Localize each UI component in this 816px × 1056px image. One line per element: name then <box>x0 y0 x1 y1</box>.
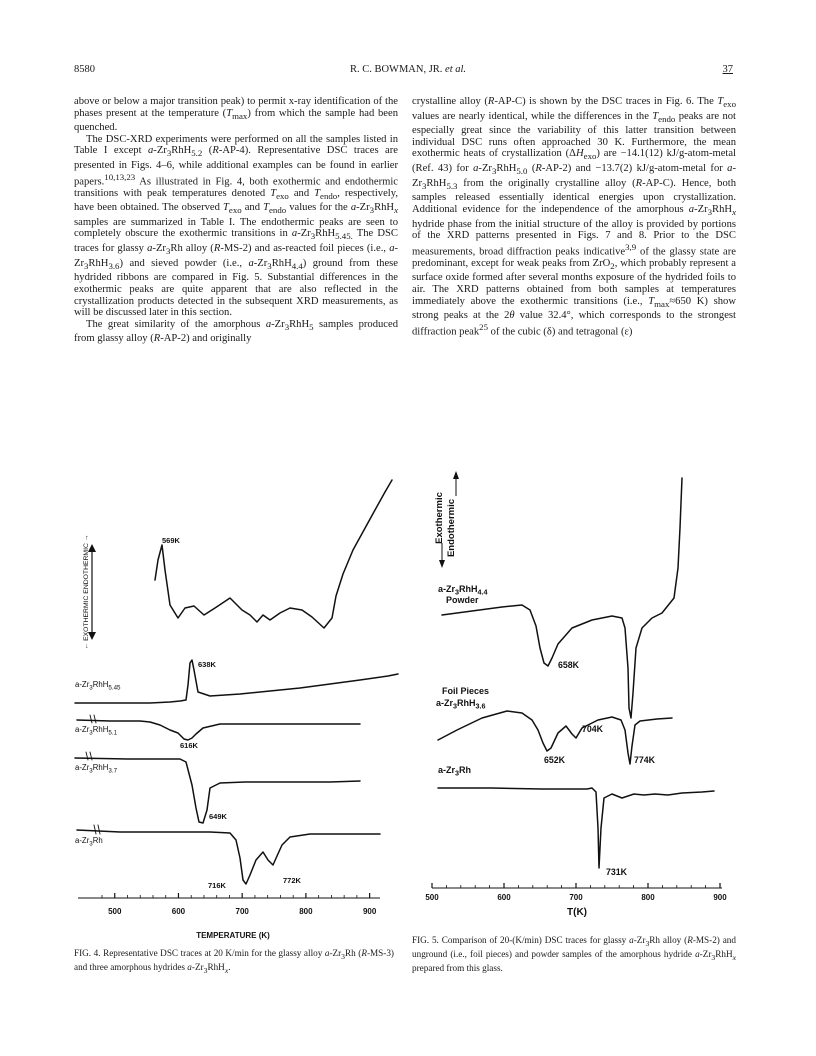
volume-number: 37 <box>722 64 733 75</box>
running-authors: R. C. BOWMAN, JR. et al. <box>349 64 467 75</box>
fig5-label-h4-4: $a-Zr_3RhH_{4.4}$ <box>438 584 488 597</box>
figure-4-caption: FIG. 4. Representative DSC traces at 20 K/min for the glassy alloy $a-Zr_3Rh$ (R-MS-3) and three amorphous hydrides $a-Zr_3RhH_x$. <box>74 948 394 975</box>
x-tick-label: 800 <box>299 907 313 916</box>
fig5-label-zr3rh: $a-Zr_3Rh$ <box>438 765 472 778</box>
right-text-column <box>412 96 736 338</box>
paragraph: The great similarity of the amorphous $a-Zr_3RhH_5$ samples produced from glassy alloy (R-AP-2) and originally <box>74 318 399 345</box>
fig5-label-foil: Foil Pieces <box>442 686 490 696</box>
peak-616k: 616K <box>180 741 198 750</box>
figure-5-caption: FIG. 5. Comparison of 20-(K/min) DSC traces for glassy $a-Zr_3Rh$ alloy (R-MS-2) and unground (i.e., foil pieces) and powder samples of the amorphous hydride $a-Zr_3RhH_x$ prepared from this glass. <box>412 935 736 973</box>
fig4-label-zr3rh: $a-Zr_3Rh$ <box>75 836 103 848</box>
peak-774k: 774K <box>634 755 656 765</box>
fig5-label-h3-6: $a-Zr_3RhH_{3.6}$ <box>436 698 486 711</box>
fig4-label-h5-45: $a-Zr_3RhH_{5.45}$ <box>75 680 121 692</box>
trace-extra <box>77 830 380 884</box>
fig4-label-h3-7: $a-Zr_3RhH_{3.7}$ <box>75 763 118 775</box>
exo-up-arrow-icon <box>453 471 459 479</box>
x-tick-label: 700 <box>235 907 249 916</box>
paragraph: above or below a major transition peak) to permit x-ray identification of the phases present at the temperature $(T_{max})$ from which the sample had been quenched. <box>74 96 398 134</box>
x-tick-label: 600 <box>171 907 186 916</box>
fig5-ylabel-exo: Exothermic <box>434 492 445 544</box>
fig4-xlabel: TEMPERATURE (K) <box>196 931 270 940</box>
figure-4-dsc-traces <box>70 470 400 940</box>
peak-658k: 658K <box>558 660 580 670</box>
peak-731k: 731K <box>606 867 628 877</box>
trace-h3-7 <box>77 720 360 740</box>
x-tick-label: 900 <box>362 907 377 916</box>
peak-704k: 704K <box>582 724 604 734</box>
trace-glassy <box>438 788 714 868</box>
trace-h5-1 <box>75 660 398 703</box>
fig4-ylabel: ← EXOTHERMIC ENDOTHERMIC → <box>83 534 90 650</box>
left-text-column <box>74 96 398 345</box>
page-number: 8580 <box>74 64 95 75</box>
x-tick-label: 500 <box>108 907 122 916</box>
x-tick-label: 600 <box>497 893 511 902</box>
peak-772k: 772K <box>283 876 301 885</box>
peak-569k: 569K <box>162 536 180 545</box>
fig4-label-h5-1: $a-Zr_3RhH_{5.1}$ <box>75 725 118 737</box>
fig5-ylabel-endo: Endothermic <box>446 498 457 558</box>
peak-649k: 649K <box>209 812 227 821</box>
peak-652k: 652K <box>544 755 566 765</box>
paragraph: crystalline alloy (R-AP-C) is shown by the DSC traces in Fig. 6. The $T_{exo}$ values are nearly identical, while the differences in the $T_{endo}$ peaks are not especially great since the variability of this latter transition between individual DSC runs often approached 30 K. Furthermore, the mean exothermic heats of crystallization $(\Delta H_{exo})$ are −14.1(12) kJ/g-atom-metal (Ref. 43) for $a-Zr_3RhH_{5.0}$ (R-AP-2) and −13.7(2) kJ/g-atom-metal for $a-Zr_3RhH_{5.3}$ from the originally crystalline alloy (R-AP-C). Hence, both samples released essentially identical energies upon crystallization. Additional evidence for the independence of the amorphous $a-Zr_3RhH_x$ hydride phase from the initial structure of the alloy is provided by portions of the XRD patterns presented in Figs. 7 and 8. Prior to the DSC measurements, broad diffraction peaks indicative$^{3,9}$ of the glassy state are predominant, except for weak peaks from ZrO$_2$, which probably represent a surface oxide formed after several months exposure of the hydrided foils to air. The XRD patterns obtained from both samples at temperatures immediately above the exothermic transitions (i.e., $T_{max}\approx 650$ K) show strong peaks at the 2θ value 32.4°, which corresponds to the strongest diffraction peak$^{25}$ of the cubic (δ) and tetragonal (ε) <box>412 96 737 338</box>
x-tick-label: 800 <box>641 893 655 902</box>
x-tick-label: 900 <box>713 893 727 902</box>
fig5-label-powder: Powder <box>446 595 479 605</box>
paragraph: The DSC-XRD experiments were performed on all the samples listed in Table I except $a-Zr_3RhH_{5.2}$ (R-AP-4). Representative DSC traces are presented in Figs. 4–6, while additional examples can be found in earlier papers.$^{10,13,23}$ As illustrated in Fig. 4, both exothermic and endothermic transitions with peak temperatures denoted $T_{exo}$ and $T_{endo}$, respectively, have been obtained. The observed $T_{exo}$ and $T_{endo}$ values for the $a-Zr_3RhH_x$ samples are summarized in Table I. The endothermic peaks are seen to completely obscure the exothermic transitions in $a-Zr_3RhH_{5.45.}$ The DSC traces for glassy $a-Zr_3Rh$ alloy (R-MS-2) and as-reacted foil pieces (i.e., $a-Zr_3RhH_{3.6}$) and sieved powder (i.e., $a-Zr_3RhH_{4.4}$) ground from these hydrided ribbons are compared in Fig. 5. Substantial differences in the exothermic peaks are quite apparent that are also reflected in the crystallization products detected in the subsequent XRD measurements, as will be discussed later in this section. <box>74 133 399 319</box>
peak-638k: 638K <box>198 660 216 669</box>
peak-716k: 716K <box>208 881 226 890</box>
figure-5-dsc-traces <box>412 468 742 918</box>
x-tick-label: 700 <box>569 893 583 902</box>
endo-down-arrow-icon <box>439 560 445 568</box>
x-tick-label: 500 <box>425 893 439 902</box>
trace-h5-45 <box>155 480 392 628</box>
fig5-xlabel: T(K) <box>567 907 587 918</box>
